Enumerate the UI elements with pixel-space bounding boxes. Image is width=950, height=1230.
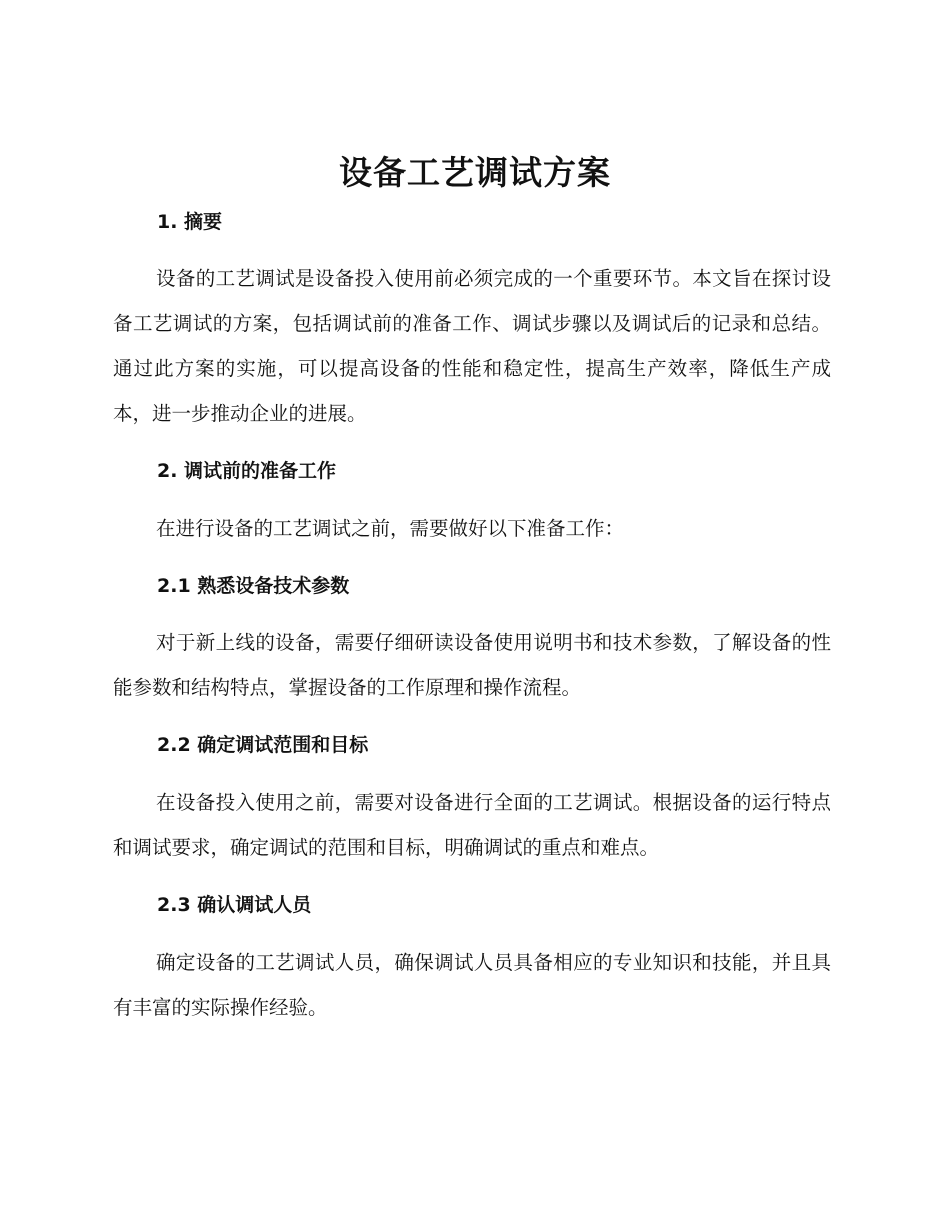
section-heading-summary: 1. 摘要 <box>157 211 223 233</box>
document-title: 设备工艺调试方案 <box>339 153 611 192</box>
section-heading-2-2: 2.2 确定调试范围和目标 <box>157 734 369 756</box>
section-paragraph-2-3: 确定设备的工艺调试人员，确保调试人员具备相应的专业知识和技能，并且具有丰富的实际操作经验。 <box>113 951 831 1019</box>
section-paragraph-summary: 设备的工艺调试是设备投入使用前必须完成的一个重要环节。本文旨在探讨设备工艺调试的方案，包括调试前的准备工作、调试步骤以及调试后的记录和总结。通过此方案的实施，可以提高设备的性能和稳定性，提高生产效率，降低生产成本，进一步推动企业的进展。 <box>113 267 831 425</box>
section-paragraph-preparation: 在进行设备的工艺调试之前，需要做好以下准备工作： <box>156 517 625 540</box>
section-paragraph-2-1: 对于新上线的设备，需要仔细研读设备使用说明书和技术参数，了解设备的性能参数和结构特点，掌握设备的工作原理和操作流程。 <box>113 631 831 699</box>
section-heading-2-1: 2.1 熟悉设备技术参数 <box>157 575 350 597</box>
section-heading-preparation: 2. 调试前的准备工作 <box>157 460 337 482</box>
section-paragraph-2-2: 在设备投入使用之前，需要对设备进行全面的工艺调试。根据设备的运行特点和调试要求，确定调试的范围和目标，明确调试的重点和难点。 <box>113 791 831 859</box>
section-heading-2-3: 2.3 确认调试人员 <box>157 894 312 916</box>
